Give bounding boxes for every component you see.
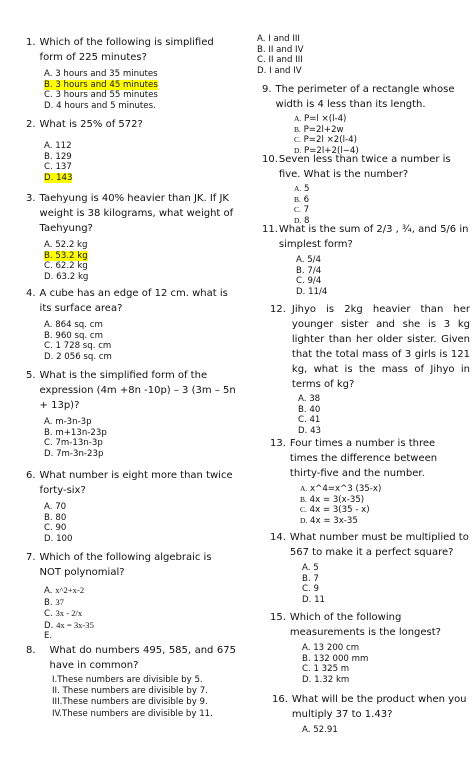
option-d[interactable]: D. 11 xyxy=(302,594,326,605)
option-a[interactable]: A. 5 xyxy=(302,563,319,573)
question-number: 5. xyxy=(26,370,36,381)
question-number: 7. xyxy=(26,552,36,563)
option-e[interactable] xyxy=(44,631,236,642)
option-b[interactable]: B. 40 xyxy=(298,404,321,415)
option-d[interactable]: D. 100 xyxy=(44,533,73,544)
option-c[interactable] xyxy=(294,205,474,216)
option-d[interactable] xyxy=(300,516,460,527)
option-c[interactable]: C. 7m-13n-3p xyxy=(44,438,103,449)
option-letter: C. xyxy=(300,505,307,515)
question-13 xyxy=(270,436,460,526)
question-text: The perimeter of a rectangle whose width is 4 less than its length. xyxy=(275,84,455,110)
option-a[interactable]: A. 3 hours and 35 minutes xyxy=(44,69,158,79)
option-c[interactable]: C. 1 728 sq. cm xyxy=(44,341,112,352)
question-8 xyxy=(26,643,236,720)
question-number: 2. xyxy=(26,119,36,130)
option-letter: C. xyxy=(294,135,301,145)
option-value: 3x - 2/x xyxy=(55,608,83,619)
statement-iv: IV.These numbers are divisible by 11. xyxy=(52,708,213,719)
option-c[interactable]: C. 41 xyxy=(298,415,321,426)
option-b[interactable]: B. m+13n-23p xyxy=(44,427,107,438)
option-a[interactable]: A. m-3n-3p xyxy=(44,417,92,427)
option-c[interactable] xyxy=(44,608,236,620)
option-a[interactable] xyxy=(300,484,460,495)
question-10 xyxy=(262,152,474,226)
question-number: 10. xyxy=(262,154,278,165)
option-c[interactable]: C. 137 xyxy=(44,162,72,173)
option-b[interactable] xyxy=(294,125,474,136)
question-3 xyxy=(26,191,236,282)
statement-ii: II. These numbers are divisible by 7. xyxy=(52,686,208,697)
option-d[interactable]: D. I and IV xyxy=(257,65,302,76)
option-value: P=2l+2(l−4) xyxy=(304,145,359,156)
option-letter: C. xyxy=(44,609,53,620)
option-letter: D. xyxy=(294,145,302,155)
question-number: 8. xyxy=(26,645,36,656)
option-letter: A. xyxy=(294,184,302,193)
question-number: 12. xyxy=(270,304,286,315)
option-a[interactable] xyxy=(294,114,474,125)
option-letter: C. xyxy=(294,205,301,215)
option-value: x^2+x-2 xyxy=(55,585,85,595)
question-6 xyxy=(26,468,236,544)
option-letter: D. xyxy=(300,515,308,525)
option-d[interactable]: D. 43 xyxy=(298,425,322,436)
question-number: 9. xyxy=(262,84,272,95)
option-a[interactable]: A. 52.2 kg xyxy=(44,240,88,250)
option-b[interactable]: B. 7 xyxy=(302,573,319,584)
option-value: P=l ×(l-4) xyxy=(304,114,347,124)
option-b[interactable]: B. 960 sq. cm xyxy=(44,330,103,341)
option-letter: B. xyxy=(294,124,301,134)
option-a[interactable] xyxy=(44,585,236,597)
option-d[interactable]: D. 2 056 sq. cm xyxy=(44,351,112,362)
option-c[interactable]: C. 9/4 xyxy=(296,276,322,287)
question-9 xyxy=(262,82,474,156)
option-value: 4x = 3(35 - x) xyxy=(309,505,370,516)
option-c[interactable]: C. 3 hours and 55 minutes xyxy=(44,90,158,101)
option-d[interactable]: D. 143 xyxy=(44,172,73,183)
option-value: 7 xyxy=(303,205,310,216)
option-letter: D. xyxy=(294,215,302,225)
option-value: 6 xyxy=(303,194,310,205)
question-text: Seven less than twice a number is five. What is the number? xyxy=(278,154,451,180)
option-value: 8 xyxy=(304,215,310,226)
option-c[interactable]: C. 90 xyxy=(44,523,67,534)
question-text: What is the simplified form of the expression (4m +8n -10p) – 3 (3m – 5n + 13p)? xyxy=(39,370,236,411)
option-d[interactable]: D. 63.2 kg xyxy=(44,271,89,282)
question-number: 4. xyxy=(26,288,36,299)
option-a[interactable]: A. 70 xyxy=(44,502,67,512)
question-2 xyxy=(26,117,236,183)
option-value: x^4=x^3 (35-x) xyxy=(310,484,382,494)
question-number: 13. xyxy=(270,438,286,449)
statement-i: I.These numbers are divisible by 5. xyxy=(52,675,203,685)
question-number: 3. xyxy=(26,193,36,204)
option-d[interactable]: D. 7m-3n-23p xyxy=(44,448,104,459)
question-15 xyxy=(270,610,470,685)
option-value: P=2l+2w xyxy=(303,124,344,135)
question-text: Four times a number is three times the difference between thirty-five and the number. xyxy=(289,438,438,479)
question-text: Jihyo is 2kg heavier than her younger sister and she is 3 kg lighter than her older sister. Given that the total mass of 3 girls is 121 kg, what is the mass of Jihyo in terms of kg? xyxy=(291,304,470,390)
option-d[interactable]: D. 11/4 xyxy=(296,286,328,297)
question-text: What is 25% of 572? xyxy=(39,119,143,130)
option-value: 4x = 3x-35 xyxy=(56,619,94,630)
option-a[interactable]: A. 5/4 xyxy=(296,255,322,265)
option-b[interactable]: B. 3 hours and 45 minutes xyxy=(44,79,158,90)
option-letter: B. xyxy=(44,597,53,608)
question-4 xyxy=(26,286,236,362)
option-a[interactable]: A. 864 sq. cm xyxy=(44,320,103,330)
option-a[interactable]: A. 38 xyxy=(298,394,321,404)
question-text: A cube has an edge of 12 cm. what is its surface area? xyxy=(39,288,228,314)
question-number: 1. xyxy=(26,37,36,48)
option-c[interactable] xyxy=(294,135,474,146)
question-text: What number is eight more than twice forty-six? xyxy=(39,470,233,496)
option-c[interactable] xyxy=(300,505,460,516)
option-b[interactable]: B. 129 xyxy=(44,151,72,162)
option-value: 4x = 3x-35 xyxy=(310,515,358,526)
question-number: 15. xyxy=(270,612,286,623)
option-b[interactable] xyxy=(44,597,236,609)
question-text: Which of the following algebraic is NOT polynomial? xyxy=(39,552,212,578)
statement-iii: III.These numbers are divisible by 9. xyxy=(52,697,208,708)
question-11 xyxy=(262,222,474,297)
option-letter: A. xyxy=(300,484,308,493)
question-text: Which of the following is simplified form of 225 minutes? xyxy=(39,37,214,63)
option-value: 37 xyxy=(55,596,64,607)
option-b[interactable]: B. 53.2 kg xyxy=(44,250,88,261)
option-value: 5 xyxy=(304,184,310,194)
question-14 xyxy=(270,530,470,605)
option-b[interactable] xyxy=(294,195,474,206)
option-b[interactable]: B. II and IV xyxy=(257,44,304,55)
question-text: What is the sum of 2/3 , ¾, and 5/6 in simplest form? xyxy=(278,224,469,250)
question-text: Which of the following measurements is the longest? xyxy=(289,612,441,638)
option-c[interactable]: C. 1 325 m xyxy=(302,664,350,675)
option-c[interactable]: C. 62.2 kg xyxy=(44,261,88,272)
option-a[interactable] xyxy=(294,184,474,195)
question-5 xyxy=(26,368,236,459)
question-text: What will be the product when you multiply 37 to 1.43? xyxy=(291,694,467,720)
option-d[interactable] xyxy=(44,620,236,632)
option-letter: D. xyxy=(44,620,54,631)
question-8-options xyxy=(257,34,303,76)
option-b[interactable]: B. 80 xyxy=(44,512,67,523)
question-16 xyxy=(272,692,468,736)
question-12 xyxy=(270,302,470,436)
option-a[interactable]: A. 13 200 cm xyxy=(302,643,360,653)
option-letter: E. xyxy=(44,631,53,642)
question-7 xyxy=(26,550,236,642)
question-number: 11. xyxy=(262,224,278,235)
option-d[interactable]: D. 4 hours and 5 minutes. xyxy=(44,100,156,111)
option-c[interactable]: C. 9 xyxy=(302,584,319,595)
option-a[interactable]: A. 112 xyxy=(44,141,72,151)
option-value: P=2l ×2(l-4) xyxy=(303,135,357,146)
option-letter: B. xyxy=(294,194,301,204)
option-d[interactable]: D. 1.32 km xyxy=(302,674,350,685)
option-a[interactable]: A. I and III xyxy=(257,34,300,44)
question-1 xyxy=(26,35,236,111)
option-b[interactable] xyxy=(300,495,460,506)
option-b[interactable]: B. 7/4 xyxy=(296,265,322,276)
option-letter: B. xyxy=(300,494,307,504)
question-text: What do numbers 495, 585, and 675 have in common? xyxy=(49,645,236,671)
option-letter: A. xyxy=(44,586,53,596)
question-text: What number must be multiplied to 567 to make it a perfect square? xyxy=(289,532,469,558)
option-letter: A. xyxy=(294,114,302,123)
question-text: Taehyung is 40% heavier than JK. If JK weight is 38 kilograms, what weight of Taehyung? xyxy=(39,193,234,234)
question-number: 14. xyxy=(270,532,286,543)
option-c[interactable]: C. II and III xyxy=(257,55,303,66)
question-number: 6. xyxy=(26,470,36,481)
option-value: 4x = 3(x-35) xyxy=(309,494,365,505)
option-b[interactable]: B. 132 000 mm xyxy=(302,653,369,664)
option-a[interactable]: A. 52.91 xyxy=(302,725,338,735)
question-number: 16. xyxy=(272,694,288,705)
